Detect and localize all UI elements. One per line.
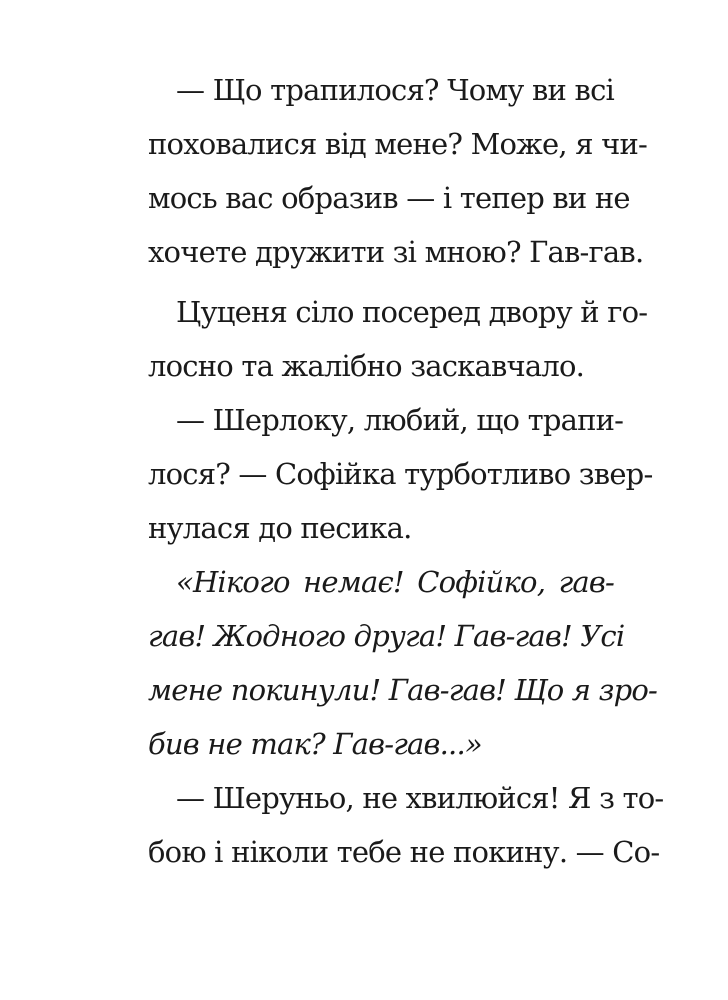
text-line: поховалися від мене? Може, я чи- [148, 127, 648, 161]
text-line: лося? — Софійка турботливо звер- [148, 457, 653, 491]
text-line: Цуценя сіло посеред двору й го- [176, 295, 648, 329]
text-line: — Що трапилося? Чому ви всі [176, 73, 614, 107]
text-line-italic: гав! Жодного друга! Гав-гав! Усі [148, 619, 625, 653]
text-line: хочете дружити зі мною? Гав-гав. [148, 235, 644, 269]
text-line: лосно та жалібно заскавчало. [148, 349, 585, 383]
text-line-italic: «Нікого немає! Софійко, гав- [176, 565, 614, 599]
text-line-italic: мене покинули! Гав-гав! Що я зро- [148, 673, 658, 707]
text-line: — Шеруньо, не хвилюйся! Я з то- [176, 781, 664, 815]
text-line-italic: бив не так? Гав-гав...» [148, 727, 482, 761]
text-line: мось вас образив — і тепер ви не [148, 181, 630, 215]
text-line: нулася до песика. [148, 511, 412, 545]
text-line: бою і ніколи тебе не покину. — Со- [148, 835, 660, 869]
text-line: — Шерлоку, любий, що трапи- [176, 403, 624, 437]
